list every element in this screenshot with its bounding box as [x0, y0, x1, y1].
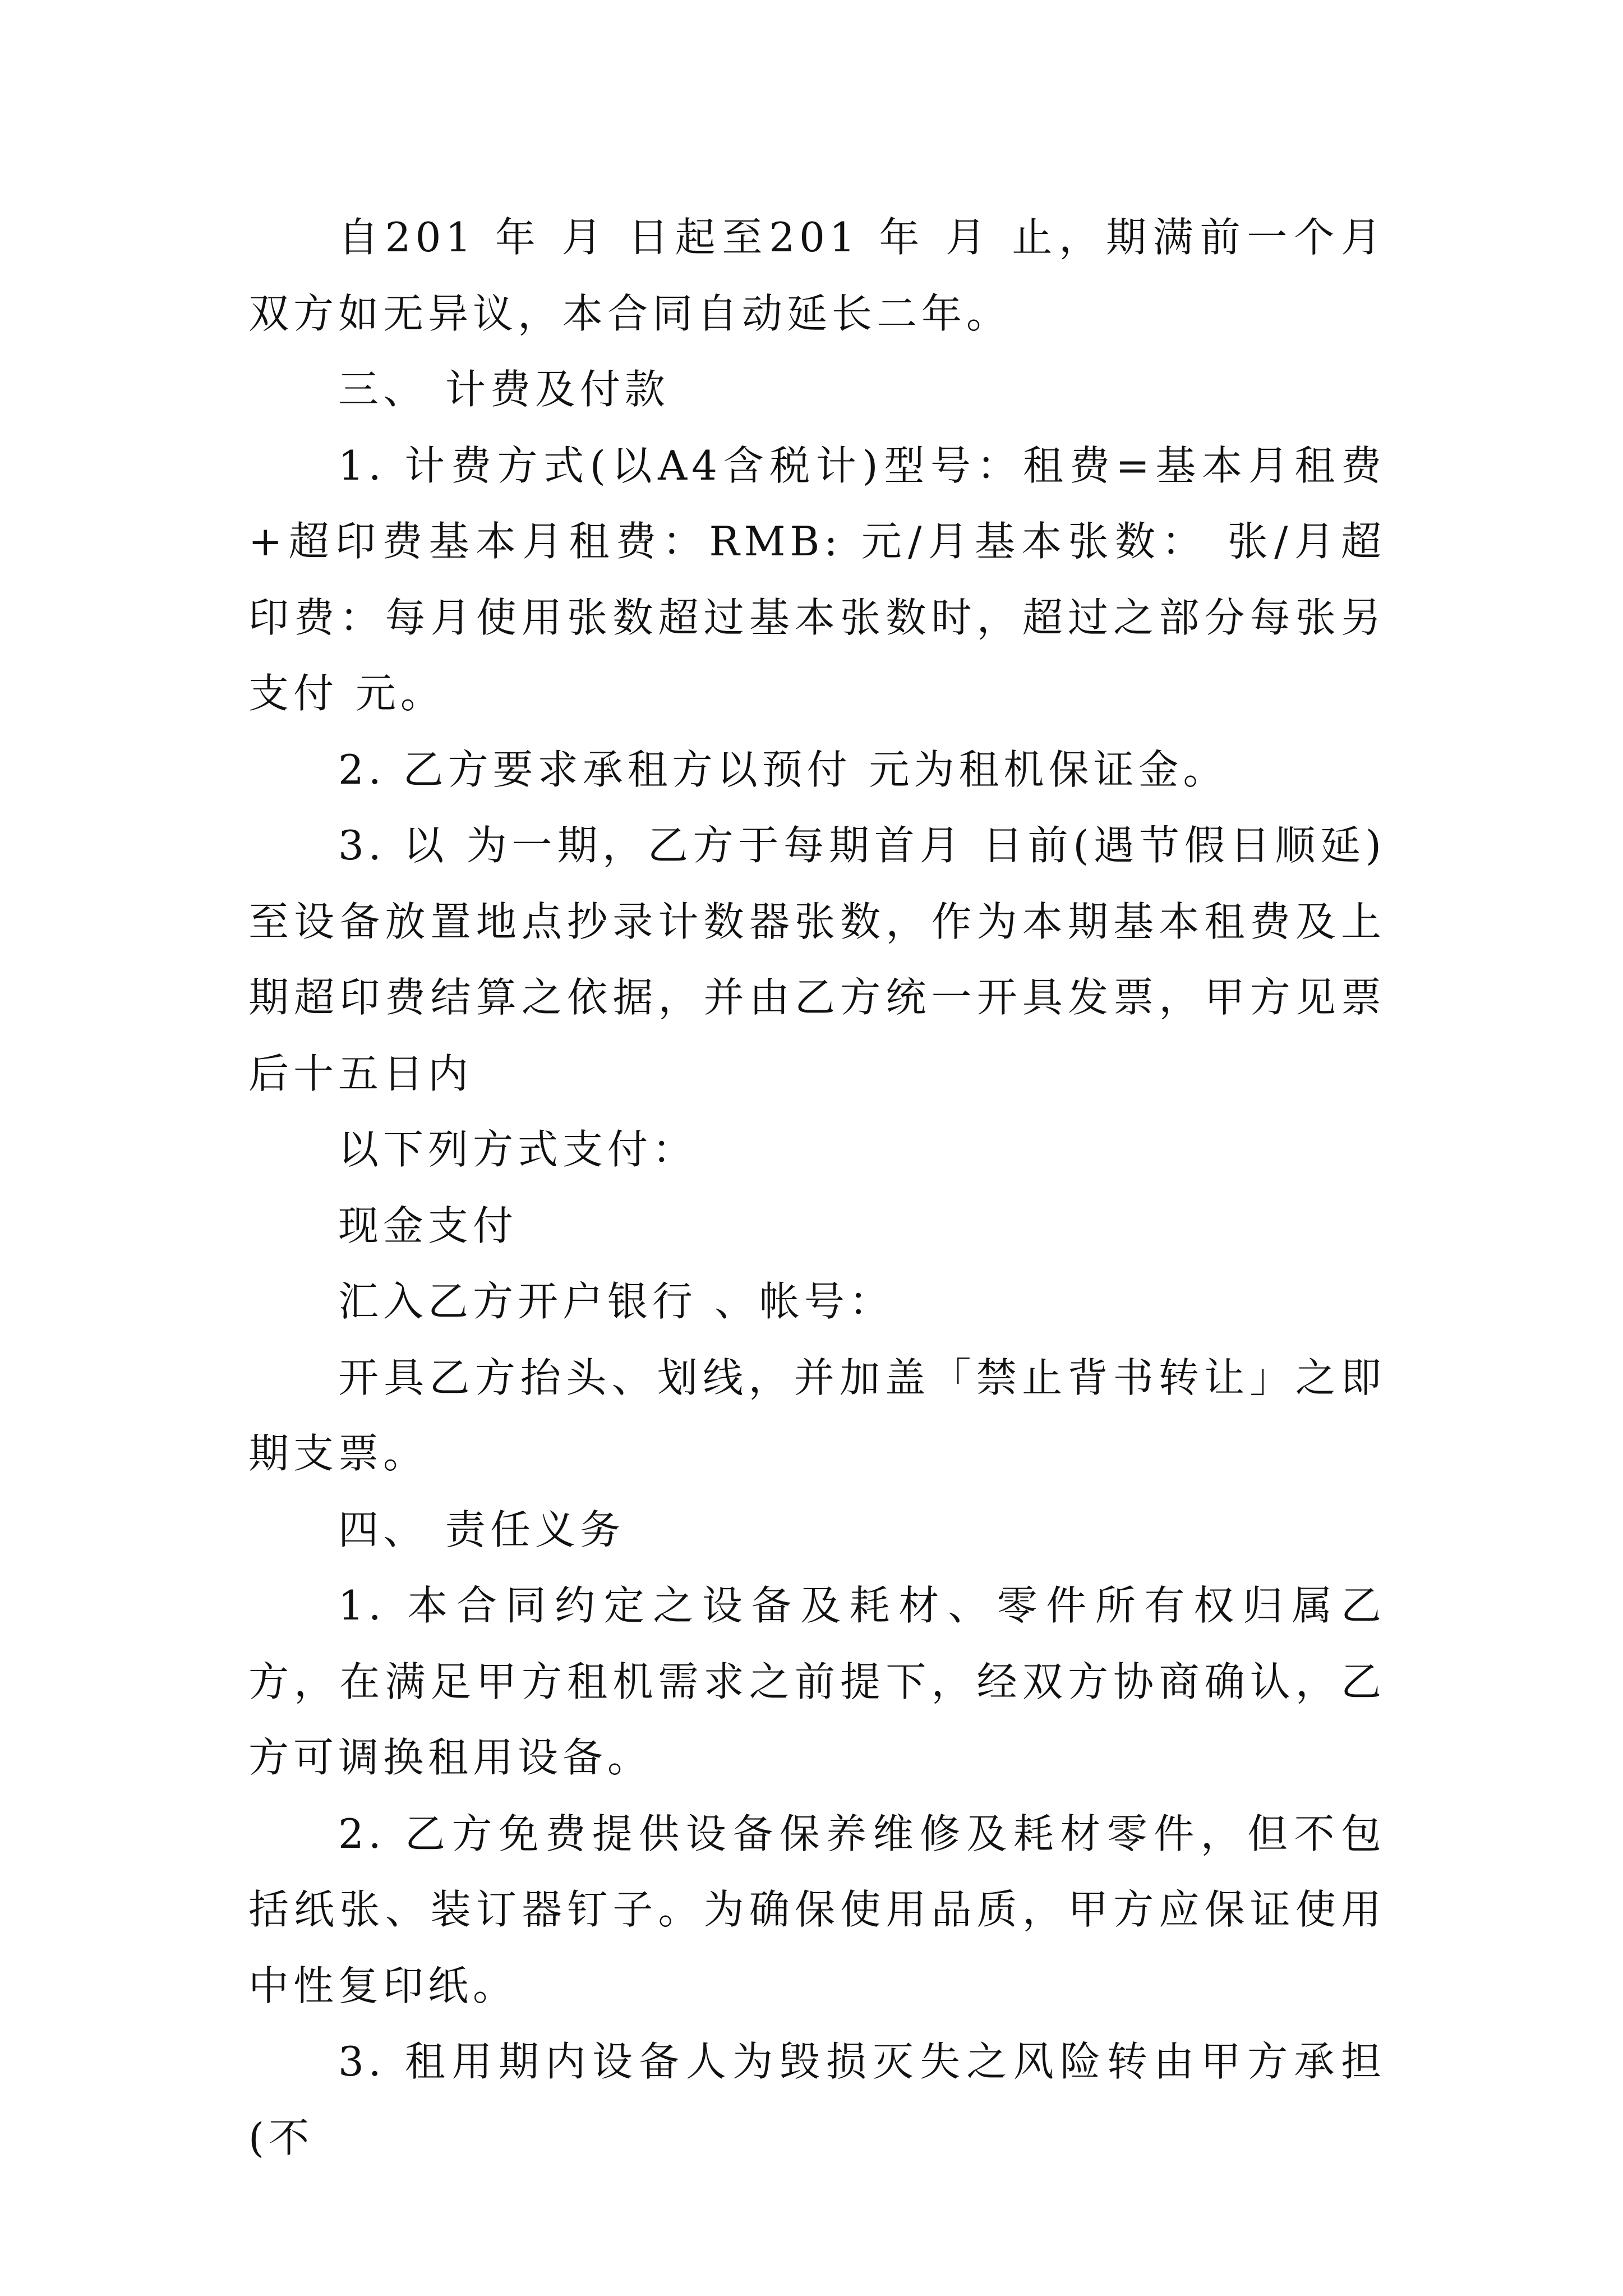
paragraph-billing-method: 1. 计费方式(以A4含税计)型号：租费=基本月租费+超印费基本月租费：RMB: 元/月基本张数： 张/月超印费：每月使用张数超过基本张数时，超过之部分每张另支付 元。 [248, 441, 1386, 717]
paragraph-deposit: 2. 乙方要求承租方以预付 元为租机保证金。 [338, 746, 1228, 793]
paragraph-billing-period: 3. 以 为一期，乙方于每期首月 日前(遇节假日顺延)至设备放置地点抄录计数器张数，作为本期基本租费及上期超印费结算之依据，并由乙方统一开具发票，甲方见票后十五日内 [248, 822, 1386, 1097]
paragraph-ownership: 1. 本合同约定之设备及耗材、零件所有权归属乙方，在满足甲方租机需求之前提下，经双方协商确认，乙方可调换租用设备。 [248, 1582, 1386, 1781]
heading-billing-payment: 三、 计费及付款 [338, 366, 670, 413]
heading-responsibilities: 四、 责任义务 [338, 1506, 625, 1553]
paragraph-payment-methods-intro: 以下列方式支付： [338, 1126, 698, 1173]
paragraph-maintenance: 2. 乙方免费提供设备保养维修及耗材零件，但不包括纸张、装订器钉子。为确保使用品质，甲方应保证使用中性复印纸。 [248, 1810, 1386, 2009]
contract-body [248, 200, 1386, 2176]
paragraph-cash-payment: 现金支付 [338, 1202, 518, 1249]
paragraph-bank-transfer: 汇入乙方开户银行 、帐号： [338, 1278, 894, 1325]
paragraph-risk: 3. 租用期内设备人为毁损灭失之风险转由甲方承担(不 [248, 2038, 1386, 2161]
paragraph-term: 自201 年 月 日起至201 年 月 止，期满前一个月双方如无异议，本合同自动延长二年。 [248, 214, 1386, 337]
paragraph-check-payment: 开具乙方抬头、划线，并加盖「禁止背书转让」之即期支票。 [248, 1354, 1386, 1477]
